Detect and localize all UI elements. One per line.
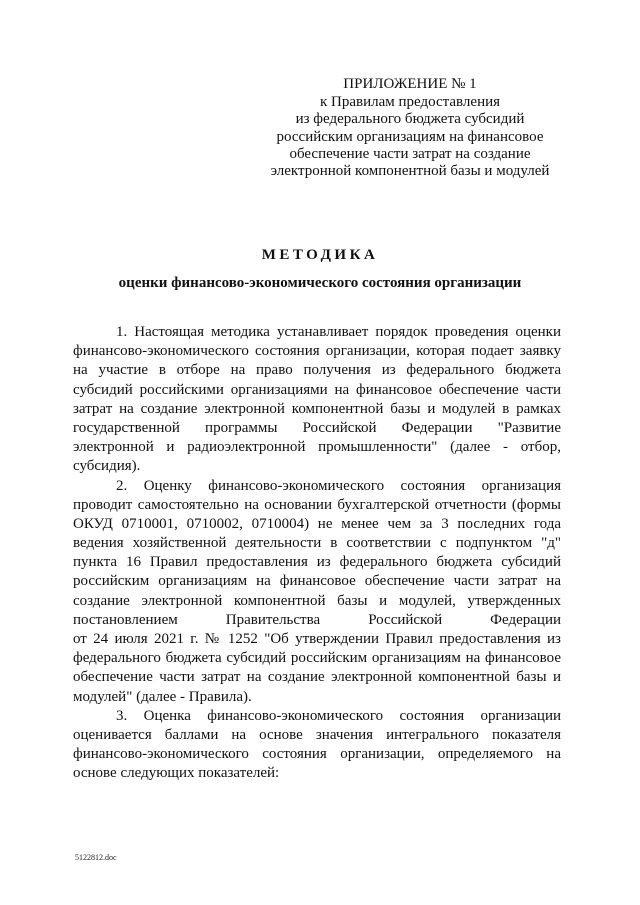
paragraph-line: федерального бюджета субсидий российским организациям на финансовое xyxy=(73,650,561,667)
paragraph-line: 3. Оценка финансово-экономического состояния организации xyxy=(116,707,561,724)
paragraph-line: постановлением Правительства Российской Федерации xyxy=(73,611,561,628)
appendix-header xyxy=(255,76,565,180)
paragraph-line: 2. Оценку финансово-экономического состояния организация xyxy=(116,477,561,494)
paragraph-line: оценивается баллами на основе значения интегрального показателя xyxy=(73,726,561,743)
paragraph-line: электронной и радиоэлектронной промышленности" (далее - отбор, xyxy=(73,439,561,456)
paragraph-line: финансово-экономического состояния организации, которая подает заявку xyxy=(73,343,561,360)
file-code: 5122812.doc xyxy=(75,853,117,862)
paragraph-line: субсидий российскими организациями на финансовое обеспечение части xyxy=(73,381,561,398)
appendix-line: электронной компонентной базы и модулей xyxy=(270,163,550,180)
paragraph-line: государственной программы Российской Федерации "Развитие xyxy=(73,419,561,436)
paragraph-line: проводит самостоятельно на основании бухгалтерской отчетности (формы xyxy=(73,496,561,513)
document-subtitle: оценки финансово-экономического состояния организации xyxy=(118,275,522,291)
document-body xyxy=(73,323,561,784)
paragraph-line: пункта 16 Правил предоставления из федерального бюджета субсидий xyxy=(73,554,561,571)
paragraph-line: модулей" (далее - Правила). xyxy=(73,688,252,705)
document-title: МЕТОДИКА xyxy=(261,247,379,263)
paragraph-line: на участие в отборе на право получения из федерального бюджета xyxy=(73,362,561,379)
paragraph-line: обеспечение части затрат на создание электронной компонентной базы и xyxy=(73,669,561,686)
paragraph-line: субсидия). xyxy=(73,458,141,475)
paragraph-3 xyxy=(73,707,561,784)
paragraph-line: создание электронной компонентной базы и модулей, утвержденных xyxy=(73,592,561,609)
appendix-line: к Правилам предоставления xyxy=(319,94,501,111)
paragraph-line: от 24 июля 2021 г. № 1252 "Об утверждении Правил предоставления из xyxy=(73,631,561,647)
appendix-line: российским организациям на финансовое xyxy=(276,128,544,145)
appendix-line: обеспечение части затрат на создание xyxy=(289,145,531,162)
paragraph-line: основе следующих показателей: xyxy=(73,765,280,782)
paragraph-1 xyxy=(73,323,561,477)
paragraph-line: ведения хозяйственной деятельности в соответствии с подпунктом "д" xyxy=(73,535,561,552)
paragraph-line: финансово-экономического состояния организации, определяемого на xyxy=(73,746,561,763)
paragraph-line: 1. Настоящая методика устанавливает порядок проведения оценки xyxy=(116,324,561,340)
appendix-title: ПРИЛОЖЕНИЕ № 1 xyxy=(343,76,477,92)
paragraph-2 xyxy=(73,477,561,707)
paragraph-line: российским организациям на финансовое обеспечение части затрат на xyxy=(73,573,561,590)
appendix-line: из федерального бюджета субсидий xyxy=(295,111,525,128)
paragraph-line: затрат на создание электронной компонентной базы и модулей в рамках xyxy=(73,400,561,417)
paragraph-line: ОКУД 0710001, 0710002, 0710004) не менее чем за 3 последних года xyxy=(73,515,561,532)
